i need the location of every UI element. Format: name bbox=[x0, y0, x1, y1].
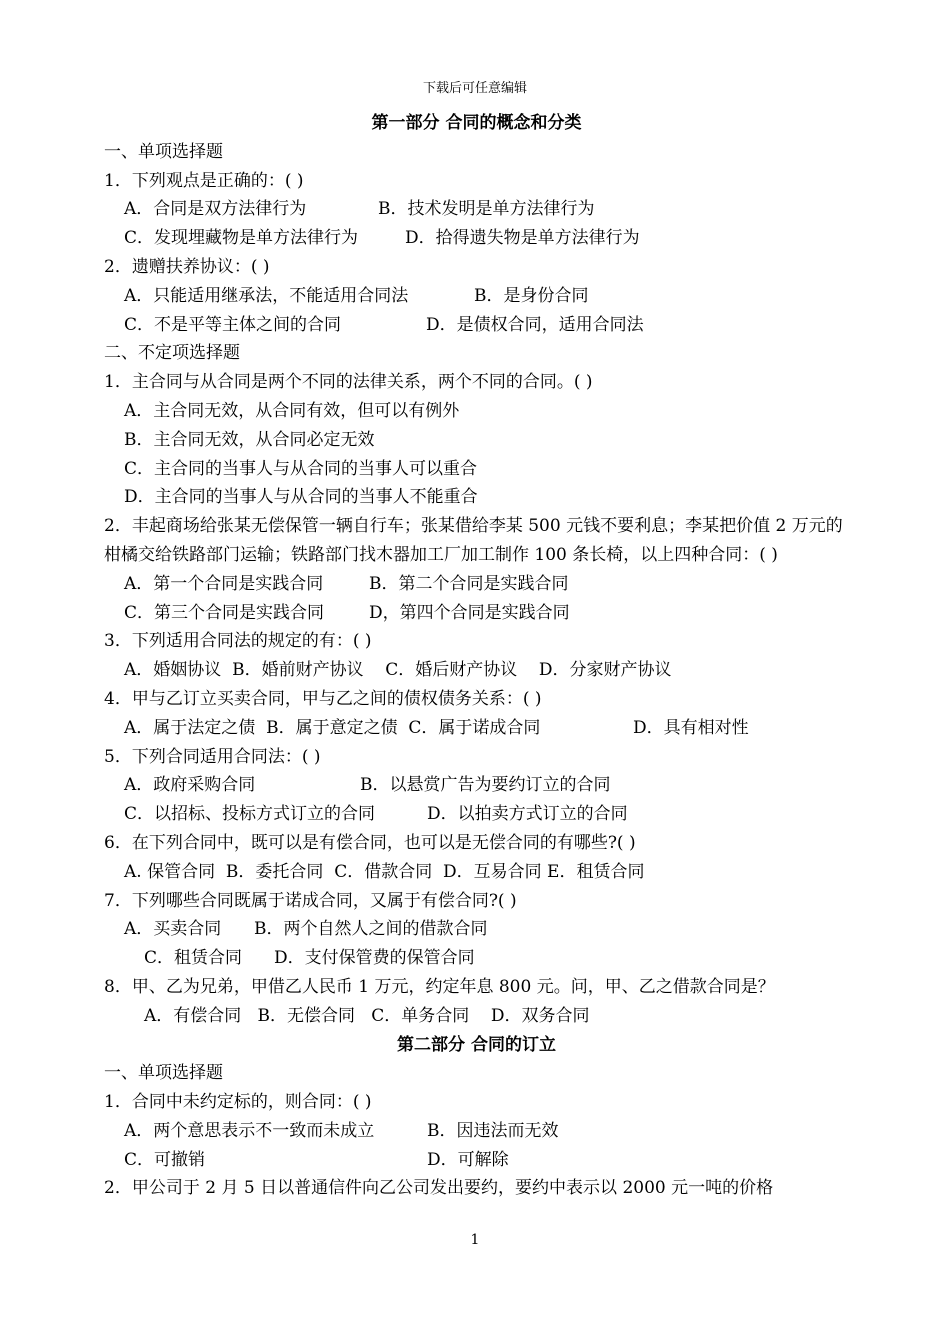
option: B．技术发明是单方法律行为 bbox=[378, 199, 595, 220]
options-row bbox=[104, 714, 849, 743]
option: D．支付保管费的保管合同 bbox=[274, 948, 475, 969]
options-row bbox=[104, 570, 849, 599]
option: D，第四个合同是实践合同 bbox=[369, 602, 570, 623]
section-heading: 二、不定项选择题 bbox=[104, 343, 240, 364]
section-heading: 一、单项选择题 bbox=[104, 141, 223, 162]
question: 1．主合同与从合同是两个不同的法律关系，两个不同的合同。( ) bbox=[104, 372, 593, 393]
option: D．可解除 bbox=[427, 1149, 509, 1170]
question: 3．下列适用合同法的规定的有：( ) bbox=[104, 631, 372, 652]
option: C．第三个合同是实践合同 bbox=[124, 602, 325, 623]
option: A．主合同无效，从合同有效，但可以有例外 bbox=[124, 400, 460, 421]
option: C．以招标、投标方式订立的合同 bbox=[124, 804, 376, 825]
option: A．属于法定之债 B．属于意定之债 C．属于诺成合同 bbox=[124, 717, 541, 738]
option: C．可撤销 bbox=[124, 1149, 206, 1170]
options-row: A．有偿合同 B．无偿合同 C．单务合同 D．双务合同 bbox=[144, 1005, 590, 1026]
question: 5．下列合同适用合同法：( ) bbox=[104, 746, 321, 767]
option: A．只能适用继承法，不能适用合同法 bbox=[124, 285, 409, 306]
question: 6．在下列合同中，既可以是有偿合同，也可以是无偿合同的有哪些?( ) bbox=[104, 832, 636, 853]
options-row bbox=[104, 1146, 849, 1175]
options-row bbox=[104, 771, 849, 800]
option: B．是身份合同 bbox=[474, 285, 589, 306]
page-number: 1 bbox=[470, 1232, 480, 1248]
option: D．主合同的当事人与从合同的当事人不能重合 bbox=[124, 487, 478, 508]
option: C．主合同的当事人与从合同的当事人可以重合 bbox=[124, 458, 478, 479]
option: A．两个意思表示不一致而未成立 bbox=[124, 1120, 375, 1141]
options-row: A．婚姻协议 B．婚前财产协议 C．婚后财产协议 D．分家财产协议 bbox=[124, 660, 672, 681]
question: 2．遗赠扶养协议：( ) bbox=[104, 256, 270, 277]
options-row bbox=[104, 282, 849, 311]
question: 1．合同中未约定标的，则合同：( ) bbox=[104, 1092, 372, 1113]
option: C．发现埋藏物是单方法律行为 bbox=[124, 228, 359, 249]
question: 2．甲公司于 2 月 5 日以普通信件向乙公司发出要约，要约中表示以 2000 元一吨的价格 bbox=[104, 1178, 774, 1199]
option: A．买卖合同 bbox=[124, 919, 222, 940]
option: B．两个自然人之间的借款合同 bbox=[254, 919, 488, 940]
options-row bbox=[104, 224, 849, 253]
option: A．第一个合同是实践合同 bbox=[124, 573, 324, 594]
options-row: A. 保管合同 B．委托合同 C．借款合同 D．互易合同 E．租赁合同 bbox=[124, 861, 645, 882]
question: 2．丰起商场给张某无偿保管一辆自行车；张某借给李某 500 元钱不要利息；李某把价值 2 万元的柑橘交给铁路部门运输；铁路部门找木器加工厂加工制作 100 条长椅，以上四种合同：( ) bbox=[104, 516, 843, 565]
option: C．不是平等主体之间的合同 bbox=[124, 314, 342, 335]
question: 1．下列观点是正确的：( ) bbox=[104, 170, 304, 191]
option: B．以悬赏广告为要约订立的合同 bbox=[360, 775, 611, 796]
options-row bbox=[104, 311, 849, 340]
section-heading: 一、单项选择题 bbox=[104, 1063, 223, 1084]
page-header: 下载后可任意编辑 bbox=[422, 81, 527, 96]
question: 7．下列哪些合同既属于诺成合同，又属于有偿合同?( ) bbox=[104, 890, 517, 911]
options-row bbox=[104, 944, 849, 973]
part2-title: 第二部分 合同的订立 bbox=[397, 1034, 556, 1055]
option: D．是债权合同，适用合同法 bbox=[426, 314, 644, 335]
question: 4．甲与乙订立买卖合同，甲与乙之间的债权债务关系：( ) bbox=[104, 688, 542, 709]
question: 8．甲、乙为兄弟，甲借乙人民币 1 万元，约定年息 800 元。问，甲、乙之借款合同是？ bbox=[104, 976, 775, 997]
option: B．第二个合同是实践合同 bbox=[369, 573, 569, 594]
option: B．因违法而无效 bbox=[427, 1120, 559, 1141]
option: D．以拍卖方式订立的合同 bbox=[427, 804, 628, 825]
options-row bbox=[104, 195, 849, 224]
option: A．政府采购合同 bbox=[124, 775, 256, 796]
option: C．租赁合同 bbox=[144, 948, 243, 969]
option: D．具有相对性 bbox=[633, 717, 749, 738]
document-body bbox=[104, 109, 849, 1203]
part1-title: 第一部分 合同的概念和分类 bbox=[371, 113, 582, 133]
options-row bbox=[104, 800, 849, 829]
options-row bbox=[104, 1117, 849, 1146]
option: B．主合同无效，从合同必定无效 bbox=[124, 429, 375, 450]
option: A．合同是双方法律行为 bbox=[124, 199, 307, 220]
options-row bbox=[104, 915, 849, 944]
option: D．拾得遗失物是单方法律行为 bbox=[405, 228, 640, 249]
options-row bbox=[104, 599, 849, 628]
